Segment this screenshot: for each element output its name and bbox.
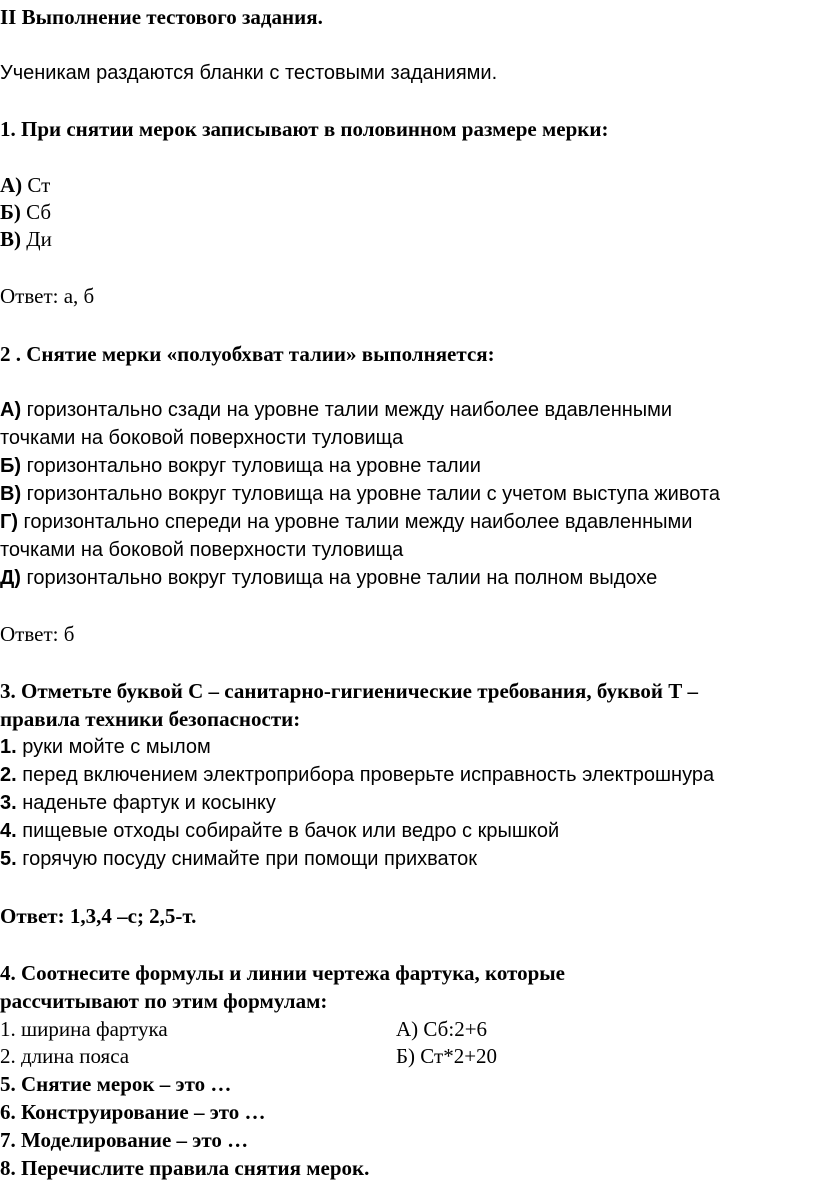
q5-question: 5. Снятие мерок – это …	[0, 1072, 232, 1096]
q4-question: рассчитывают по этим формулам:	[0, 989, 328, 1013]
q1-option-a	[0, 172, 50, 198]
q3-item-number: 1.	[0, 736, 17, 758]
q2-option-text: горизонтально вокруг туловища на уровне талии на полном выдохе	[20, 567, 658, 589]
q1-option-letter: Б)	[0, 200, 21, 224]
q2-option-text: точками на боковой поверхности туловища	[0, 539, 404, 561]
q2-option-text: горизонтально сзади на уровне талии между наиболее вдавленными	[21, 399, 673, 421]
q3-item-text: пищевые отходы собирайте в бачок или ведро с крышкой	[16, 820, 560, 842]
q3-item-number: 4.	[0, 820, 17, 842]
q2-option-text: точками на боковой поверхности туловища	[0, 427, 404, 449]
q2-option-letter: А)	[0, 399, 22, 421]
q1-option-c	[0, 226, 52, 252]
q1-answer: Ответ: а, б	[0, 284, 95, 308]
q4-row	[0, 1016, 816, 1042]
q3-answer: Ответ: 1,3,4 –с; 2,5-т.	[0, 904, 197, 928]
q1-option-text: Сб	[20, 200, 52, 224]
q3-item-number: 2.	[0, 764, 17, 786]
q4-row-left: 2. длина пояса	[0, 1044, 130, 1068]
q2-option-letter: Б)	[0, 455, 22, 477]
q1-option-letter: А)	[0, 173, 23, 197]
q1-option-text: Ст	[22, 173, 51, 197]
q2-option-letter: В)	[0, 483, 22, 505]
q3-item-number: 5.	[0, 848, 17, 870]
q3-item	[0, 734, 211, 760]
intro-text: Ученикам раздаются бланки с тестовыми заданиями.	[0, 62, 498, 84]
q2-line	[0, 397, 672, 423]
q4-question: 4. Соотнесите формулы и линии чертежа фартука, которые	[0, 961, 565, 985]
q2-option-letter: Г)	[0, 511, 18, 533]
q2-option-letter: Д)	[0, 567, 21, 589]
q2-line	[0, 425, 403, 451]
q4-row-right: Б) Ст*2+20	[396, 1044, 498, 1068]
q7-question: 7. Моделирование – это …	[0, 1128, 249, 1152]
q3-item-number: 3.	[0, 792, 17, 814]
q3-question: 3. Отметьте буквой С – санитарно-гигиенические требования, буквой Т –	[0, 679, 698, 703]
q2-question: 2 . Снятие мерки «полуобхват талии» выполняется:	[0, 342, 495, 366]
q2-answer: Ответ: б	[0, 622, 75, 646]
q3-item	[0, 818, 559, 844]
q4-row	[0, 1043, 816, 1069]
q3-item-text: руки мойте с мылом	[16, 736, 211, 758]
q3-item-text: наденьте фартук и косынку	[16, 792, 276, 814]
q2-option-text: горизонтально вокруг туловища на уровне талии с учетом выступа живота	[21, 483, 720, 505]
q1-option-text: Ди	[21, 227, 52, 251]
q2-line	[0, 509, 692, 535]
q4-row-right: А) Сб:2+6	[396, 1017, 488, 1041]
q2-line	[0, 453, 481, 479]
q3-item-text: горячую посуду снимайте при помощи прихваток	[16, 848, 478, 870]
q2-line	[0, 565, 657, 591]
q1-option-b	[0, 199, 51, 225]
q3-item	[0, 762, 714, 788]
q3-item	[0, 790, 276, 816]
q3-item-text: перед включением электроприбора проверьте исправность электрошнура	[16, 764, 715, 786]
q3-question: правила техники безопасности:	[0, 707, 301, 731]
q2-option-text: горизонтально вокруг туловища на уровне талии	[21, 455, 481, 477]
q1-question: 1. При снятии мерок записывают в половинном размере мерки:	[0, 117, 609, 141]
q2-option-text: горизонтально спереди на уровне талии между наиболее вдавленными	[18, 511, 693, 533]
q6-question: 6. Конструирование – это …	[0, 1100, 266, 1124]
q8-question: 8. Перечислите правила снятия мерок.	[0, 1156, 370, 1180]
q1-option-letter: В)	[0, 227, 21, 251]
q2-line	[0, 481, 720, 507]
q2-line	[0, 537, 403, 563]
q3-item	[0, 846, 477, 872]
section-heading: II Выполнение тестового задания.	[0, 5, 323, 29]
q4-row-left: 1. ширина фартука	[0, 1017, 168, 1041]
